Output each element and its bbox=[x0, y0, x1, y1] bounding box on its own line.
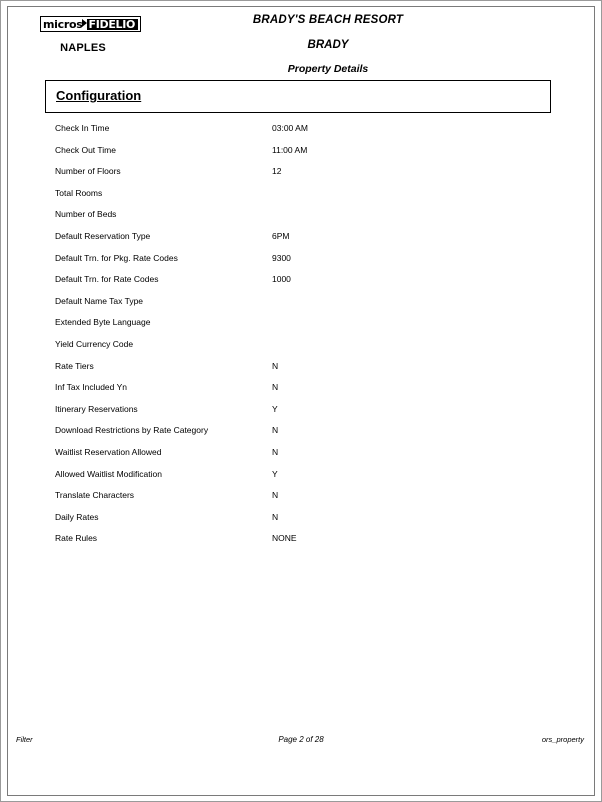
field-label: Itinerary Reservations bbox=[55, 403, 138, 414]
field-row bbox=[8, 231, 594, 253]
field-value: N bbox=[272, 511, 279, 522]
property-location-label: NAPLES bbox=[60, 42, 106, 54]
field-label: Default Trn. for Pkg. Rate Codes bbox=[55, 252, 178, 263]
field-row bbox=[8, 533, 594, 555]
field-label: Download Restrictions by Rate Category bbox=[55, 425, 209, 436]
field-row bbox=[8, 382, 594, 404]
field-row bbox=[8, 361, 594, 383]
field-label: Default Trn. for Rate Codes bbox=[55, 274, 159, 285]
configuration-field-list bbox=[8, 123, 594, 555]
field-label: Extended Byte Language bbox=[55, 317, 151, 328]
field-row bbox=[8, 296, 594, 318]
field-value: Y bbox=[272, 468, 278, 479]
section-title: Configuration bbox=[56, 88, 142, 103]
brand-block bbox=[40, 15, 136, 54]
field-row bbox=[8, 123, 594, 145]
field-label: Number of Floors bbox=[55, 166, 121, 177]
field-label: Yield Currency Code bbox=[55, 338, 134, 349]
field-value: N bbox=[272, 446, 279, 457]
field-label: Rate Rules bbox=[55, 533, 98, 544]
field-value: 6PM bbox=[272, 230, 290, 241]
field-label: Default Reservation Type bbox=[55, 230, 151, 241]
field-row bbox=[8, 425, 594, 447]
field-value: 03:00 AM bbox=[272, 123, 308, 133]
report-header bbox=[128, 14, 528, 75]
logo-text-micros: micros bbox=[43, 18, 83, 31]
field-value: N bbox=[272, 490, 279, 501]
footer-report-id: ors_property bbox=[541, 735, 584, 744]
field-row bbox=[8, 447, 594, 469]
field-row bbox=[8, 253, 594, 275]
report-name: Property Details bbox=[287, 63, 369, 75]
field-label: Check In Time bbox=[55, 123, 110, 133]
field-row bbox=[8, 188, 594, 210]
field-value: 9300 bbox=[272, 252, 291, 263]
field-row bbox=[8, 145, 594, 167]
field-row bbox=[8, 317, 594, 339]
micros-fidelio-logo bbox=[40, 16, 141, 32]
report-property-title: BRADY'S BEACH RESORT bbox=[252, 14, 404, 26]
page-sheet bbox=[7, 6, 595, 796]
field-label: Check Out Time bbox=[55, 144, 116, 155]
field-value: Y bbox=[272, 403, 278, 414]
field-row bbox=[8, 490, 594, 512]
report-property-code: BRADY bbox=[307, 39, 349, 51]
field-label: Daily Rates bbox=[55, 511, 99, 522]
field-label: Total Rooms bbox=[55, 187, 103, 198]
field-row bbox=[8, 512, 594, 534]
footer-filter-label: Filter bbox=[16, 735, 33, 744]
field-row bbox=[8, 274, 594, 296]
field-row bbox=[8, 339, 594, 361]
configuration-section-box bbox=[45, 80, 551, 113]
field-label: Number of Beds bbox=[55, 209, 117, 220]
field-value: 1000 bbox=[272, 274, 291, 285]
field-row bbox=[8, 166, 594, 188]
field-label: Waitlist Reservation Allowed bbox=[55, 446, 162, 457]
field-value: 11:00 AM bbox=[272, 144, 308, 155]
logo-text-fidelio: FIDELIO bbox=[87, 19, 138, 30]
footer-page-number: Page 2 of 28 bbox=[278, 735, 324, 744]
field-label: Translate Characters bbox=[55, 490, 135, 501]
field-label: Rate Tiers bbox=[55, 360, 94, 371]
field-row bbox=[8, 209, 594, 231]
field-label: Allowed Waitlist Modification bbox=[55, 468, 162, 479]
field-value: 12 bbox=[272, 166, 282, 177]
field-label: Default Name Tax Type bbox=[55, 295, 144, 306]
field-value: N bbox=[272, 425, 279, 436]
field-value: N bbox=[272, 360, 279, 371]
field-value: NONE bbox=[272, 533, 297, 544]
page-footer bbox=[8, 735, 594, 747]
field-row bbox=[8, 404, 594, 426]
field-label: Inf Tax Included Yn bbox=[55, 382, 127, 393]
field-row bbox=[8, 469, 594, 491]
field-value: N bbox=[272, 382, 279, 393]
